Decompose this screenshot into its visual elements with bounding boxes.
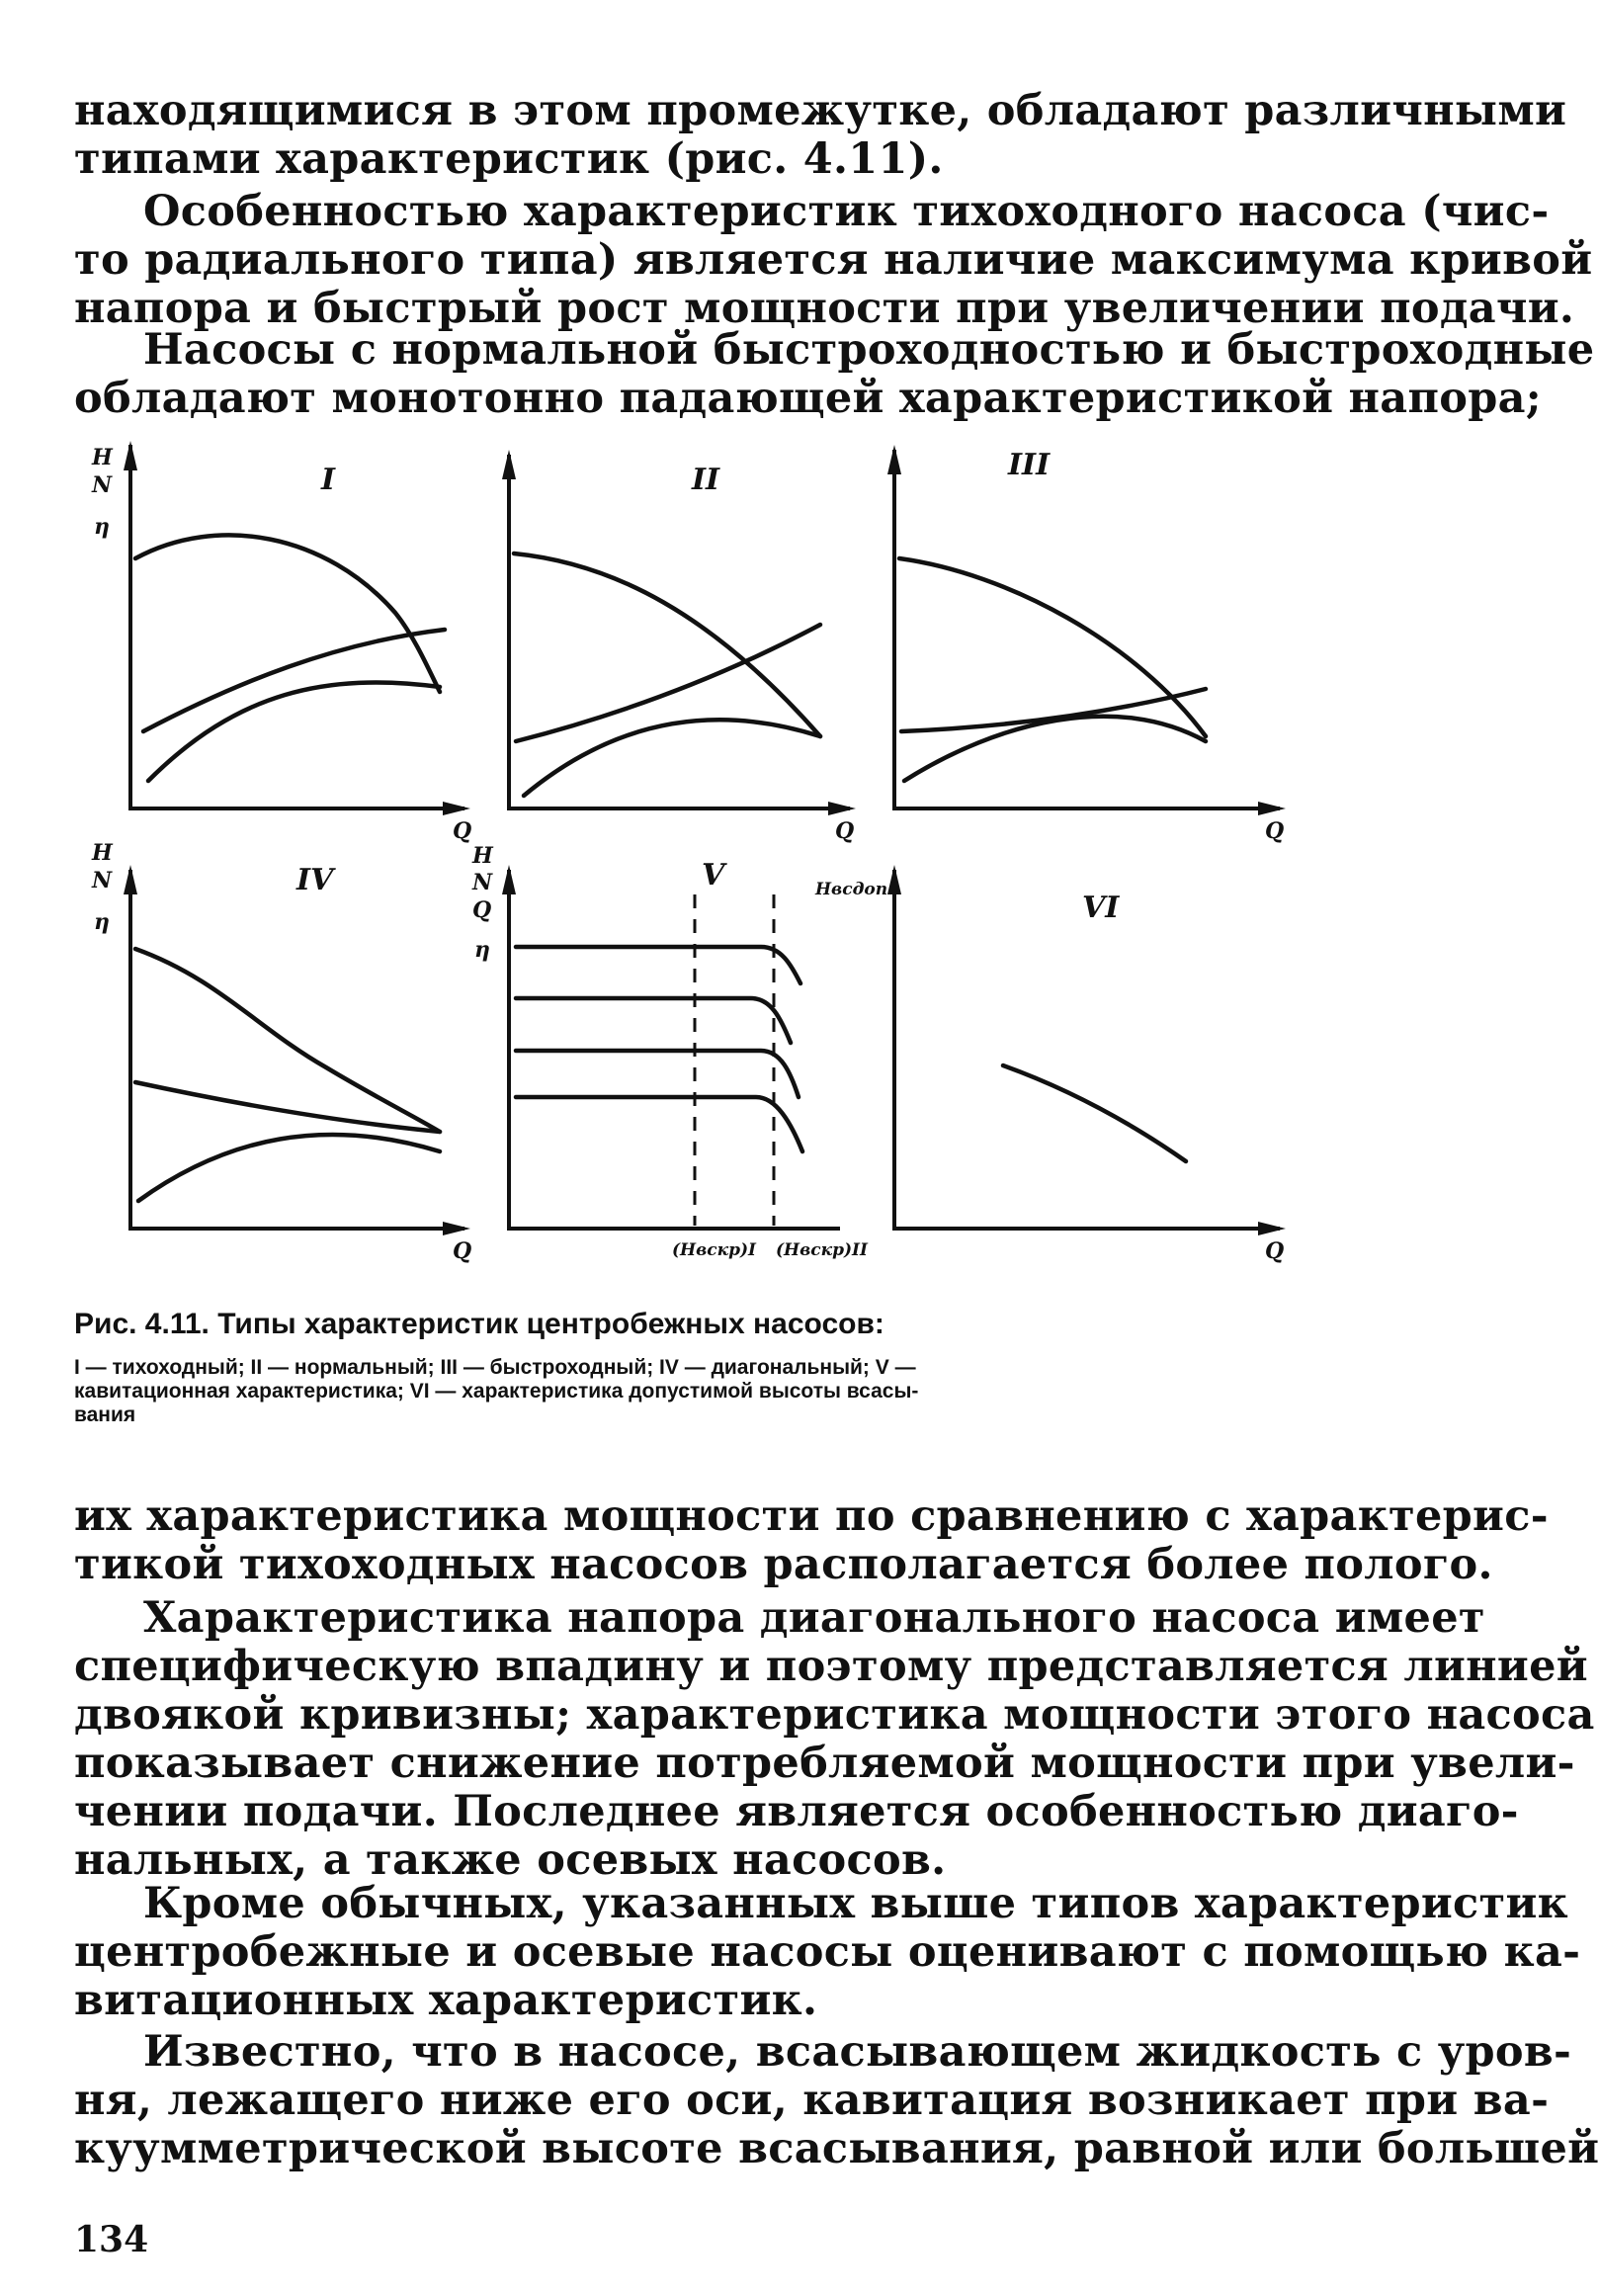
y-label-H: H: [92, 840, 113, 866]
efficiency-curve: [524, 720, 820, 796]
panel-VI: [814, 865, 1286, 1264]
x-label-Q: Q: [1265, 818, 1285, 844]
paragraph-diagonal-pump: Характеристика напора диагонального насоса имеет специфическую впадину и поэтому представляется линией двоякой кривизны; характеристика мощности этого насоса показывает снижение потребляемой мощности при увели- чении подачи. Последнее является особенностью диаго- нальных, а также осевых насосов.: [74, 1593, 1595, 1885]
efficiency-curve: [904, 717, 1206, 781]
y-label-Q: Q: [472, 897, 492, 923]
paragraph-power-characteristic: их характеристика мощности по сравнению с характерис- тикой тихоходных насосов располагается более полого.: [74, 1491, 1549, 1589]
page-number: 134: [74, 2219, 149, 2260]
panel-I: [91, 441, 471, 844]
cavitation-curve: [516, 1051, 799, 1097]
head-curve: [899, 558, 1206, 736]
head-curve: [135, 949, 440, 1132]
panel-numeral: III: [1008, 448, 1051, 482]
panel-III: [887, 445, 1286, 844]
efficiency-curve: [138, 1135, 440, 1201]
paragraph-cavitation-characteristics: Кроме обычных, указанных выше типов характеристик центробежные и осевые насосы оценивают с помощью ка- витационных характеристик.: [74, 1879, 1581, 2025]
paragraph-slow-pump: Особенностью характеристик тихоходного насоса (чис- то радиального типа) является наличие максимума кривой напора и быстрый рост мощности при увеличении подачи.: [74, 187, 1593, 333]
paragraph-intro-continuation: находящимися в этом промежутке, обладают различными типами характеристик (рис. 4.11).: [74, 86, 1567, 184]
panel-IV: [91, 840, 471, 1264]
figure-caption-title: Рис. 4.11. Типы характеристик центробежных насосов:: [74, 1308, 884, 1340]
cavitation-curve: [516, 1097, 802, 1151]
head-curve: [514, 553, 820, 736]
paragraph-normal-fast-pumps: Насосы с нормальной быстроходностью и быстроходные обладают монотонно падающей характеристикой напора;: [74, 325, 1595, 423]
panel-numeral: I: [321, 463, 336, 497]
efficiency-curve: [148, 682, 440, 781]
x-marker-1: (Hвскр)I: [672, 1240, 757, 1260]
power-curve: [143, 630, 445, 731]
panel-numeral: IV: [296, 863, 334, 897]
panel-numeral: II: [692, 463, 720, 497]
x-label-Q: Q: [835, 818, 855, 844]
figure-caption-legend: I — тихоходный; II — нормальный; III — быстроходный; IV — диагональный; V — кавитационная характеристика; VI — характеристика допустимой высоты всасы- вания: [74, 1356, 919, 1426]
x-label-Q: Q: [453, 818, 472, 844]
y-label-H: H: [92, 445, 113, 470]
suction-height-curve: [1003, 1065, 1186, 1161]
panel-II: [502, 450, 856, 844]
x-marker-2: (Hвскр)II: [776, 1240, 868, 1260]
panel-V: [471, 843, 869, 1260]
y-label-N: N: [92, 868, 113, 893]
paragraph-cavitation-onset: Известно, что в насосе, всасывающем жидкость с уров- ня, лежащего ниже его оси, кавитация возникает при ва- куумметрической высоте всасывания, равной или большей: [74, 2027, 1599, 2173]
y-label-N: N: [472, 870, 493, 895]
cavitation-curve: [516, 998, 791, 1043]
cavitation-curve: [516, 947, 800, 983]
y-label-H: H: [472, 843, 493, 869]
y-label-eta: η: [94, 514, 110, 540]
y-label-Hvsdop: Hвсдоп: [815, 880, 888, 899]
x-label-Q: Q: [1265, 1238, 1285, 1264]
y-label-eta: η: [94, 909, 110, 935]
panel-numeral: V: [702, 858, 725, 893]
y-label-eta: η: [474, 937, 490, 963]
panel-numeral: VI: [1082, 891, 1120, 925]
x-label-Q: Q: [453, 1238, 472, 1264]
y-label-N: N: [92, 472, 113, 498]
